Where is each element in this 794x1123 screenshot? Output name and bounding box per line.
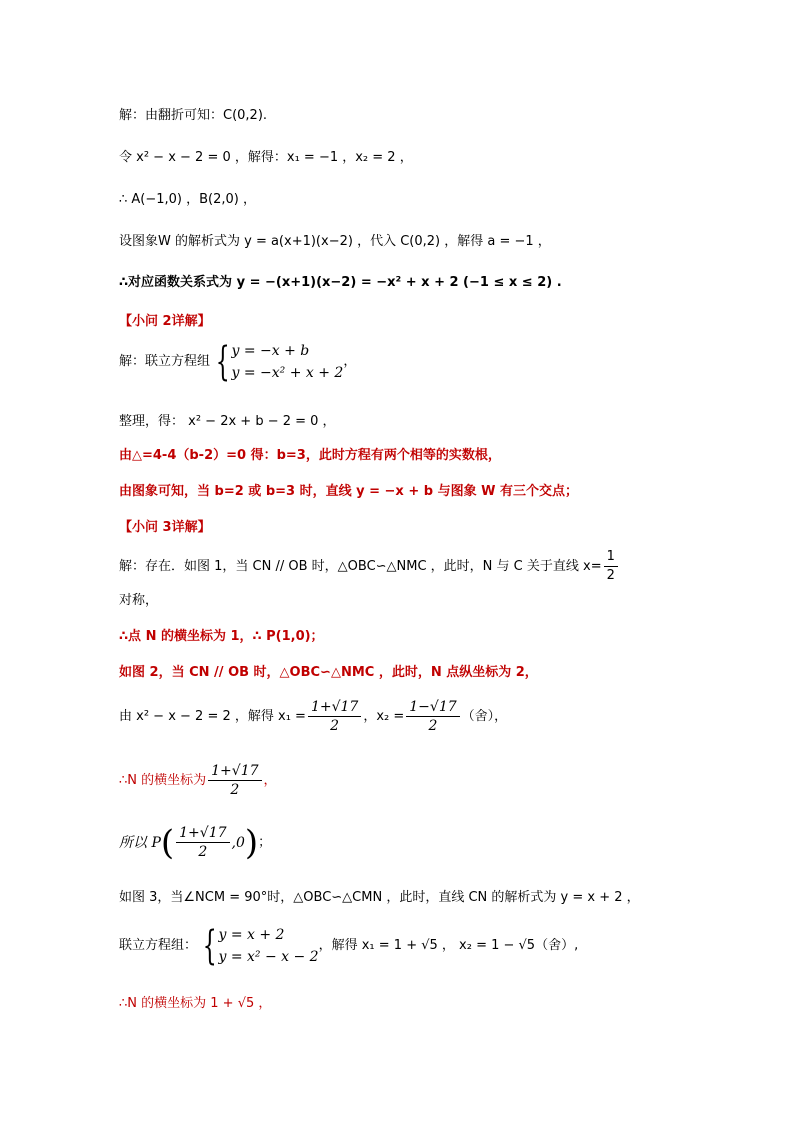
system-1-lead: 解：联立方程组 bbox=[119, 354, 211, 369]
fraction-denominator: 2 bbox=[198, 844, 208, 860]
solution-line-13 bbox=[119, 698, 507, 735]
system-2-lead: 联立方程组： bbox=[119, 938, 198, 953]
solution-line-11: ∴点 N 的横坐标为 1，∴ P(1,0)； bbox=[119, 629, 324, 644]
fraction-one-half bbox=[604, 548, 618, 585]
fraction-numerator: 1+√17 bbox=[176, 824, 229, 843]
fraction-denominator: 2 bbox=[330, 718, 340, 734]
right-paren-icon: ) bbox=[244, 822, 259, 863]
solution-line-5: ∴对应函数关系式为 y = −(x+1)(x−2) = −x² + x + 2 (−1 ≤ x ≤ 2) . bbox=[119, 275, 562, 290]
fraction-numerator: 1 bbox=[604, 548, 618, 567]
system-1-tail: ， bbox=[343, 354, 357, 369]
solution-line-12: 如图 2，当 CN // OB 时，△OBC∽△NMC ，此时，N 点纵坐标为 2， bbox=[119, 665, 538, 680]
solution-line-10: 对称， bbox=[119, 593, 159, 608]
solution-line-9 bbox=[119, 548, 620, 585]
solution-line-4: 设图象W 的解析式为 y = a(x+1)(x−2) ，代入 C(0,2) ，解得 a = −1 ， bbox=[119, 234, 551, 249]
brace-icon: { bbox=[215, 339, 230, 385]
fraction-x1 bbox=[308, 698, 361, 735]
section-heading-part-2: 【小问 2详解】 bbox=[119, 314, 211, 329]
fraction-denominator: 2 bbox=[606, 568, 615, 583]
line-15-mid: ,0 bbox=[231, 834, 245, 851]
solution-line-6: 整理，得： x² − 2x + b − 2 = 0 ， bbox=[119, 414, 336, 429]
line-13-lead: 由 x² − x − 2 = 2 ，解得 x₁ = bbox=[119, 708, 306, 724]
line-14-lead: ∴N 的横坐标为 bbox=[119, 772, 207, 788]
fraction-numerator: 1+√17 bbox=[208, 762, 261, 781]
system-1-eq-1: y = −x + b bbox=[231, 343, 310, 359]
system-2-brace-group bbox=[197, 924, 319, 968]
line-15-lead: 所以 P bbox=[119, 834, 161, 851]
fraction-numerator: 1+√17 bbox=[308, 698, 361, 717]
system-2-eq-1: y = x + 2 bbox=[218, 927, 285, 943]
solution-line-7: 由△=4-4（b-2）=0 得：b=3，此时方程有两个相等的实数根， bbox=[119, 448, 501, 463]
fraction-n-abscissa bbox=[208, 762, 261, 799]
fraction-numerator: 1−√17 bbox=[406, 698, 459, 717]
system-2-eq-2: y = x² − x − 2 bbox=[218, 949, 319, 965]
solution-line-17: ∴N 的横坐标为 1 + √5 ， bbox=[119, 996, 272, 1011]
system-1-brace-group bbox=[210, 340, 343, 384]
line-13-mid: ，x₂ = bbox=[363, 708, 405, 724]
section-heading-part-3: 【小问 3详解】 bbox=[119, 520, 211, 535]
equation-system-1 bbox=[119, 340, 356, 384]
solution-line-16: 如图 3，当∠NCM = 90°时，△OBC∽△CMN ，此时，直线 CN 的解析式为 y = x + 2 ， bbox=[119, 890, 640, 905]
system-2-tail: ，解得 x₁ = 1 + √5 ， x₂ = 1 − √5（舍）, bbox=[318, 938, 579, 953]
fraction-denominator: 2 bbox=[428, 718, 438, 734]
fraction-p-abscissa bbox=[176, 824, 229, 861]
line-13-tail: （舍）， bbox=[461, 708, 508, 724]
fraction-denominator: 2 bbox=[230, 782, 240, 798]
brace-icon: { bbox=[202, 923, 217, 969]
solution-line-2: 令 x² − x − 2 = 0 ，解得：x₁ = −1 ，x₂ = 2 ， bbox=[119, 150, 413, 165]
solution-line-3: ∴ A(−1,0) ，B(2,0) ， bbox=[119, 192, 257, 207]
equation-system-2 bbox=[119, 924, 578, 968]
left-paren-icon: ( bbox=[160, 822, 175, 863]
line-15-tail: ； bbox=[258, 834, 272, 850]
solution-line-8: 由图象可知，当 b=2 或 b=3 时，直线 y = −x + b 与图象 W 有三个交点； bbox=[119, 484, 578, 499]
fraction-x2 bbox=[406, 698, 459, 735]
line-9-text: 解：存在．如图 1，当 CN // OB 时，△OBC∽△NMC ，此时，N 与 C 关于直线 x= bbox=[119, 558, 602, 574]
line-14-tail: ， bbox=[263, 772, 277, 788]
solution-line-1: 解：由翻折可知：C(0,2). bbox=[119, 108, 268, 123]
solution-line-15 bbox=[119, 824, 271, 861]
system-1-eq-2: y = −x² + x + 2 bbox=[231, 365, 344, 381]
solution-line-14 bbox=[119, 762, 277, 799]
